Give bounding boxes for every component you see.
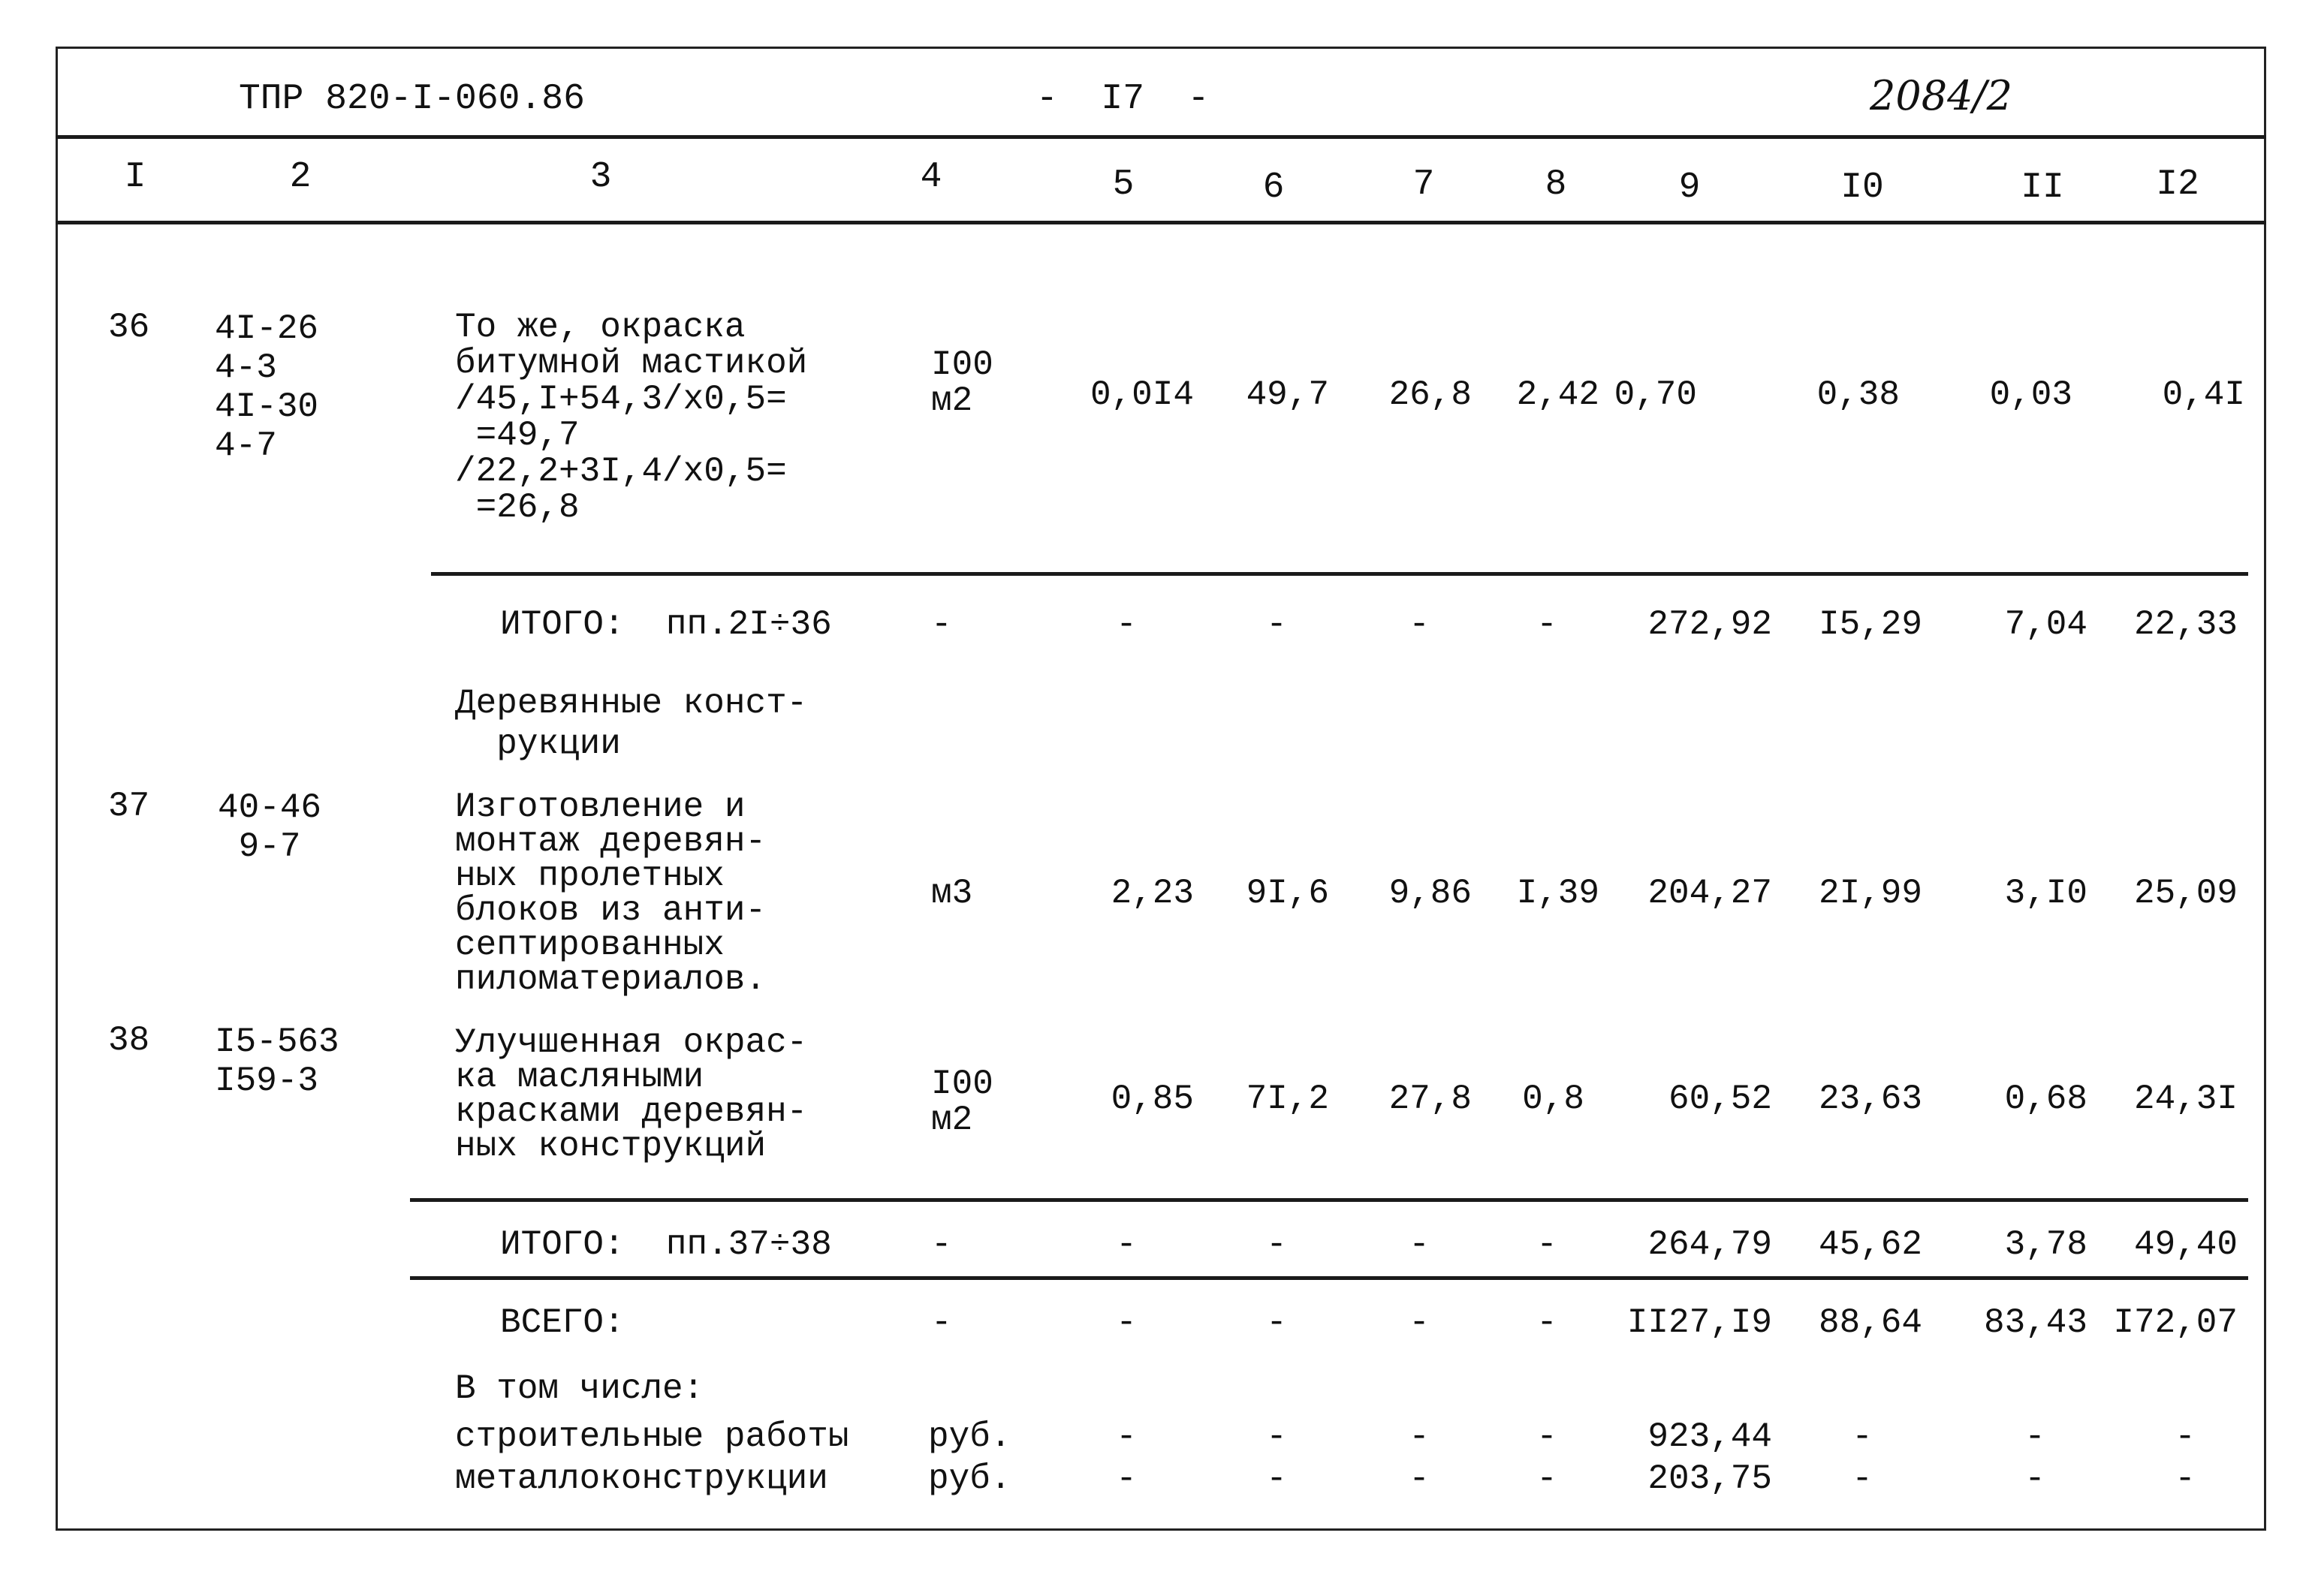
col-header-11: II: [2021, 167, 2064, 208]
cell-col11: -: [2024, 1417, 2045, 1456]
breakdown-label: строительные работы: [455, 1417, 849, 1456]
cell-col8: -: [1536, 1417, 1557, 1456]
cell-col12: -: [2175, 1459, 2196, 1498]
row-number: 37: [108, 787, 150, 826]
cell-col9: 204,27: [1647, 874, 1772, 913]
unit: I00 м2: [931, 345, 993, 420]
cell-col9: 272,92: [1647, 605, 1772, 644]
norm-code: I5-563 I59-3: [215, 1022, 339, 1101]
cell-col9: 264,79: [1647, 1225, 1772, 1264]
cell-col5: 0,0I4: [1090, 375, 1194, 414]
cell-col8: -: [1536, 1459, 1557, 1498]
cell-col9: 923,44: [1647, 1417, 1772, 1456]
cell-col6: -: [1266, 1225, 1287, 1264]
row-number: 36: [108, 308, 150, 347]
cell-col12: 25,09: [2133, 874, 2238, 913]
norm-code: 4I-26 4-3 4I-30 4-7: [215, 309, 319, 465]
col-header-9: 9: [1678, 167, 1701, 208]
unit: -: [931, 1225, 952, 1264]
work-description: Улучшенная окрас- ка масляными красками деревян- ных конструкций: [455, 1023, 808, 1166]
col-header-12: I2: [2156, 164, 2199, 205]
cell-col6: -: [1266, 1417, 1287, 1456]
row-number: 38: [108, 1021, 150, 1060]
unit: руб.: [928, 1417, 1011, 1456]
cell-col7: 9,86: [1388, 874, 1472, 913]
cell-col6: 9I,6: [1246, 874, 1329, 913]
cell-col12: 49,40: [2133, 1225, 2238, 1264]
cell-col12: 0,4I: [2162, 375, 2245, 414]
unit: руб.: [928, 1459, 1011, 1498]
col-header-10: I0: [1840, 167, 1884, 208]
cell-col7: -: [1409, 1459, 1430, 1498]
cell-col10: 88,64: [1818, 1303, 1922, 1342]
cell-col6: -: [1266, 1303, 1287, 1342]
cell-col6: 49,7: [1246, 375, 1329, 414]
subtotal-divider-2: [410, 1198, 2248, 1202]
grand-total-divider: [410, 1276, 2248, 1280]
cell-col11: 0,03: [1989, 375, 2072, 414]
cell-col11: 3,78: [2004, 1225, 2087, 1264]
cell-col7: -: [1409, 1417, 1430, 1456]
cell-col11: 0,68: [2004, 1080, 2087, 1119]
column-header-divider: [56, 221, 2266, 224]
cell-col8: -: [1536, 1225, 1557, 1264]
bottom-border: [56, 1528, 2266, 1531]
cell-col5: -: [1116, 605, 1137, 644]
cell-col8: -: [1536, 605, 1557, 644]
cell-col12: -: [2175, 1417, 2196, 1456]
subtotal-divider-1: [431, 572, 2248, 576]
cell-col7: 27,8: [1388, 1080, 1472, 1119]
cell-col12: 22,33: [2133, 605, 2238, 644]
grand-total-label: ВСЕГО:: [500, 1303, 625, 1342]
cell-col6: 7I,2: [1246, 1080, 1329, 1119]
cell-col9: 0,70: [1614, 375, 1697, 414]
unit: -: [931, 1303, 952, 1342]
cell-col12: 24,3I: [2133, 1080, 2238, 1119]
cell-col9: 203,75: [1647, 1459, 1772, 1498]
cell-col7: -: [1409, 1303, 1430, 1342]
unit: -: [931, 605, 952, 644]
cell-col10: 23,63: [1818, 1080, 1922, 1119]
cell-col8: 0,8: [1522, 1080, 1584, 1119]
col-header-6: 6: [1262, 167, 1285, 208]
cell-col8: I,39: [1516, 874, 1599, 913]
cell-col5: -: [1116, 1459, 1137, 1498]
page-number: - I7 -: [1036, 79, 1210, 119]
subtotal-label: ИТОГО: пп.37÷38: [500, 1225, 832, 1264]
cell-col5: -: [1116, 1417, 1137, 1456]
col-header-8: 8: [1545, 164, 1567, 205]
unit: м3: [931, 874, 973, 913]
col-header-1: I: [124, 157, 146, 197]
section-title: Деревянные конст- рукции: [455, 684, 808, 763]
cell-col11: 7,04: [2004, 605, 2087, 644]
cell-col11: 3,I0: [2004, 874, 2087, 913]
cell-col6: -: [1266, 605, 1287, 644]
page-frame: [56, 47, 2266, 1531]
cell-col5: -: [1116, 1303, 1137, 1342]
cell-col5: -: [1116, 1225, 1137, 1264]
cell-col7: -: [1409, 1225, 1430, 1264]
sheet-reference: 2084/2: [1870, 72, 2012, 119]
cell-col10: -: [1852, 1459, 1873, 1498]
subtotal-label: ИТОГО: пп.2I÷36: [500, 605, 832, 644]
cell-col7: -: [1409, 605, 1430, 644]
cell-col11: 83,43: [1983, 1303, 2087, 1342]
cell-col10: 2I,99: [1818, 874, 1922, 913]
cell-col6: -: [1266, 1459, 1287, 1498]
cell-col8: -: [1536, 1303, 1557, 1342]
cell-col9: 60,52: [1668, 1080, 1772, 1119]
cell-col8: 2,42: [1516, 375, 1599, 414]
cell-col10: I5,29: [1818, 605, 1922, 644]
cell-col5: 0,85: [1111, 1080, 1194, 1119]
col-header-4: 4: [920, 157, 942, 197]
work-description: То же, окраска битумной мастикой /45,I+54,3/x0,5= =49,7 /22,2+3I,4/x0,5= =26,8: [455, 308, 808, 527]
cell-col10: -: [1852, 1417, 1873, 1456]
cell-col12: I72,07: [2113, 1303, 2238, 1342]
col-header-7: 7: [1412, 164, 1435, 205]
cell-col10: 45,62: [1818, 1225, 1922, 1264]
col-header-5: 5: [1112, 164, 1135, 205]
col-header-2: 2: [289, 157, 312, 197]
unit: I00 м2: [931, 1065, 993, 1140]
cell-col9: II27,I9: [1626, 1303, 1772, 1342]
breakdown-label: металлоконструкции: [455, 1459, 828, 1498]
header-divider: [56, 135, 2266, 139]
doc-code: ТПР 820-I-060.86: [239, 79, 585, 119]
norm-code: 40-46 9-7: [218, 788, 322, 866]
cell-col10: 0,38: [1816, 375, 1900, 414]
including-title: В том числе:: [455, 1369, 704, 1408]
col-header-3: 3: [589, 157, 612, 197]
cell-col7: 26,8: [1388, 375, 1472, 414]
work-description: Изготовление и монтаж деревян- ных пролетных блоков из анти- септированных пиломатериалов.: [455, 787, 767, 999]
cell-col11: -: [2024, 1459, 2045, 1498]
cell-col5: 2,23: [1111, 874, 1194, 913]
